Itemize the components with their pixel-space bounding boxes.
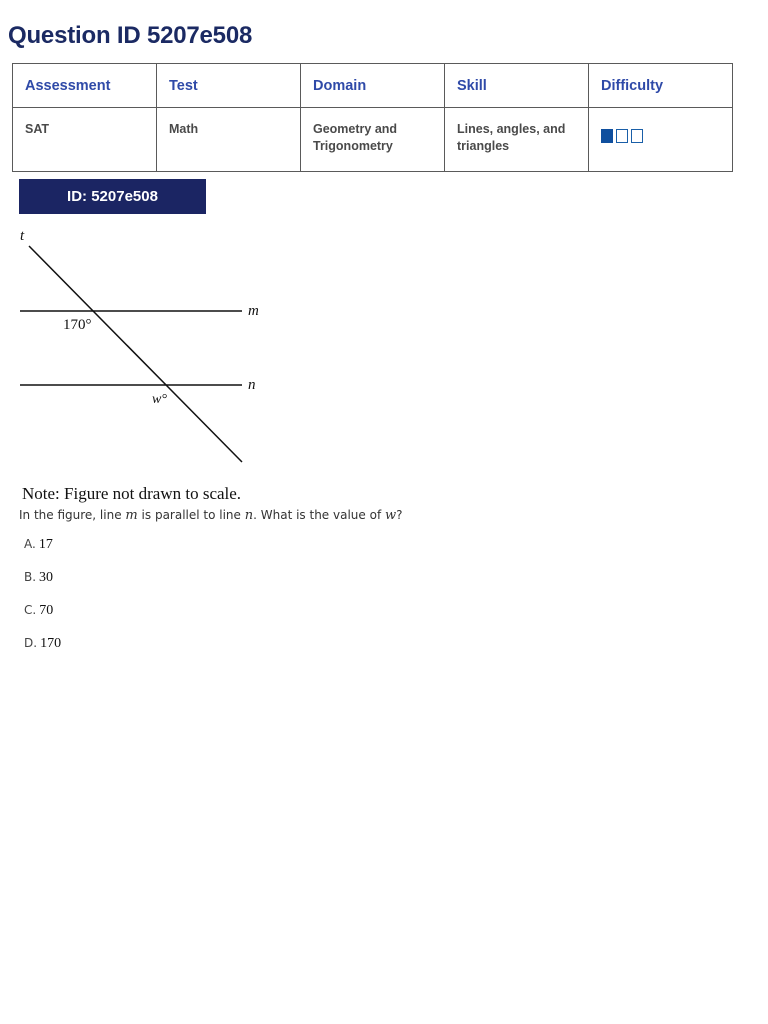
difficulty-box (616, 129, 628, 143)
choice-value: 70 (39, 603, 54, 618)
difficulty-box (631, 129, 643, 143)
question-metadata-table (12, 63, 733, 172)
skill-value: Lines, angles, and triangles (445, 108, 589, 172)
choice-letter: C. (24, 603, 37, 617)
question-text (19, 508, 403, 523)
test-value: Math (157, 108, 301, 172)
choice-letter: B. (24, 570, 37, 584)
choice-d[interactable] (24, 636, 61, 652)
variable-n: n (244, 508, 254, 523)
label-n: n (248, 377, 256, 393)
difficulty-box (601, 129, 613, 143)
question-text-part: In the figure, line (19, 508, 126, 522)
question-text-part: is parallel to line (137, 508, 245, 522)
question-text-part: . What is the value of (253, 508, 385, 522)
assessment-value: SAT (13, 108, 157, 172)
id-badge: ID: 5207e508 (19, 179, 206, 214)
angle-w-label: w° (152, 392, 167, 407)
label-m: m (248, 303, 259, 319)
figure-note: Note: Figure not drawn to scale. (22, 484, 242, 503)
choice-letter: D. (24, 636, 38, 650)
choice-value: 170 (40, 636, 62, 651)
header-skill: Skill (445, 64, 589, 108)
header-difficulty: Difficulty (589, 64, 733, 108)
header-domain: Domain (301, 64, 445, 108)
variable-w: w (384, 508, 397, 523)
header-test: Test (157, 64, 301, 108)
variable-m: m (125, 508, 138, 523)
choice-value: 30 (39, 570, 54, 585)
geometry-figure (0, 222, 280, 472)
difficulty-indicator (601, 129, 720, 143)
choice-letter: A. (24, 537, 36, 551)
choice-c[interactable] (24, 603, 53, 619)
domain-value: Geometry and Trigonometry (301, 108, 445, 172)
choice-a[interactable] (24, 537, 53, 553)
header-assessment: Assessment (13, 64, 157, 108)
choice-value: 17 (38, 537, 53, 552)
transversal-t (29, 246, 242, 462)
question-text-part: ? (396, 508, 403, 522)
label-t: t (20, 228, 25, 244)
page-title: Question ID 5207e508 (8, 22, 253, 49)
angle-170-label: 170° (63, 317, 92, 333)
difficulty-value (589, 108, 733, 172)
choice-b[interactable] (24, 570, 53, 586)
